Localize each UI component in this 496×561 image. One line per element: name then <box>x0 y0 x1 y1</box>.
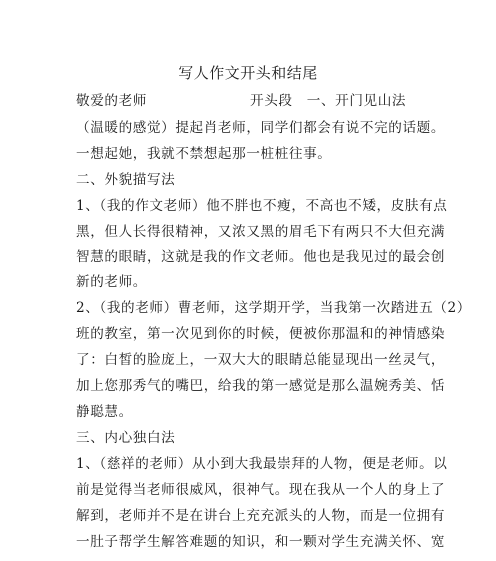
body-line: 智慧的眼睛，这就是我的作文老师。他也是我见过的最会创 <box>76 249 446 265</box>
salutation: 敬爱的老师 <box>76 93 147 109</box>
section-heading: 二、外貌描写法 <box>76 172 176 188</box>
body-line: 黑，但人长得很精神，又浓又黑的眉毛下有两只不大但充满 <box>76 224 446 240</box>
body-line: 加上您那秀气的嘴巴，给我的第一感觉是那么温婉秀美、恬 <box>76 378 446 394</box>
body-line: 一想起她，我就不禁想起那一桩桩往事。 <box>76 146 332 162</box>
section-heading: 三、内心独白法 <box>76 430 176 446</box>
body-line: 一肚子帮学生解答难题的知识，和一颗对学生充满关怀、宽 <box>76 534 446 550</box>
body-line: 前是觉得当老师很威风，很神气。现在我从一个人的身上了 <box>76 482 446 498</box>
body-line: 1、（我的作文老师）他不胖也不瘦，不高也不矮，皮肤有点 <box>76 198 448 214</box>
body-line: 静聪慧。 <box>76 404 133 420</box>
document-title: 写人作文开头和结尾 <box>178 64 318 82</box>
body-line: 新的老师。 <box>76 274 147 290</box>
body-line: （温暖的感觉）提起肖老师，同学们都会有说不完的话题。 <box>76 120 446 136</box>
body-line: 了：白皙的脸庞上，一双大大的眼睛总能显现出一丝灵气， <box>76 352 446 368</box>
body-line: 解到，老师并不是在讲台上充充派头的人物，而是一位拥有 <box>76 508 446 524</box>
section-heading-opening: 开头段 一、开门见山法 <box>250 93 407 109</box>
body-line: 班的教室，第一次见到你的时候，便被你那温和的神情感染 <box>76 326 446 342</box>
body-line: 1、（慈祥的老师）从小到大我最崇拜的人物，便是老师。以 <box>76 456 448 472</box>
body-line: 2、（我的老师）曹老师，这学期开学，当我第一次踏进五（2） <box>76 300 471 316</box>
